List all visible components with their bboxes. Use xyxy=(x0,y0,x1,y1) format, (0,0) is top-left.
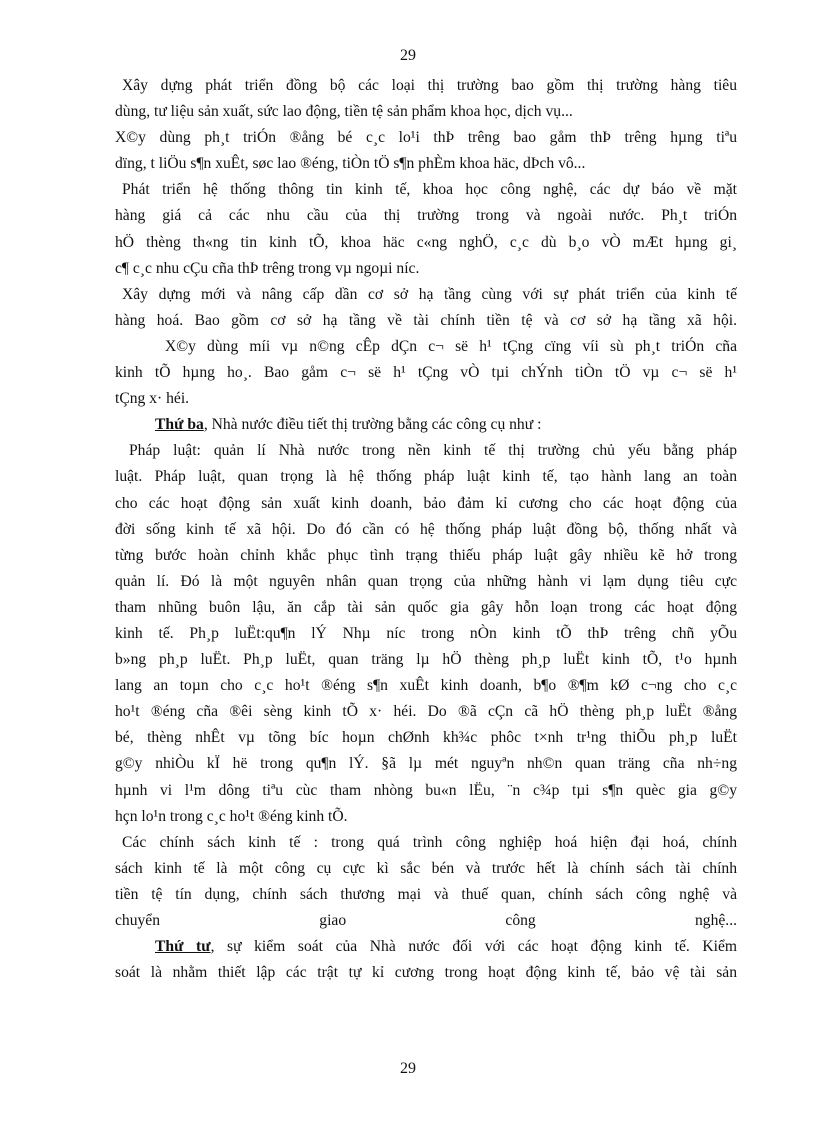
text-line: cho các hoạt động sản xuất kinh doanh, bảo đảm kỉ cương cho các hoạt động của xyxy=(115,494,737,512)
text-line: hàng giá cả các nhu cầu của thị trường trong và ngoài nước. Ph¸t triÓn xyxy=(115,207,737,225)
text-line: Phát triển hệ thống thông tin kinh tế, khoa học công nghệ, các dự báo về mặt xyxy=(122,181,737,199)
page-body xyxy=(115,73,737,986)
text-line: tiền tệ tín dụng, chính sách thương mại và thuế quan, chính sách công nghệ và xyxy=(115,885,737,903)
page-number-top: 29 xyxy=(400,47,416,64)
text-line: sách kinh tế là một công cụ cực kì sắc bén và trước hết là chính sách tài chính xyxy=(115,859,737,877)
text-line: Xây dựng mới và nâng cấp dần cơ sở hạ tầng cùng với sự phát triển của kinh tế xyxy=(122,285,737,303)
text-line: soát là nhằm thiết lập các trật tự kỉ cương trong hoạt động kinh tế, bảo vệ tài sản xyxy=(115,964,737,982)
text-line: dùng, tư liệu sản xuất, sức lao động, tiền tệ sản phẩm khoa học, dịch vụ... xyxy=(115,103,573,121)
text-line: X©y dùng ph¸t triÓn ®ång bé c¸c lo¹i thÞ trêng bao gåm thÞ trêng hµng tiªu xyxy=(115,129,737,147)
text-line: đời sống kinh tế xã hội. Do đó cần có hệ thống pháp luật đồng bộ, thống nhất và xyxy=(115,520,737,538)
text-line: X©y dùng míi vµ n©ng cÊp dÇn c¬ së h¹ tÇng cïng víi sù ph¸t triÓn cña xyxy=(165,337,737,355)
text-line: bé, thèng nhÊt vµ tõng bíc hoµn chØnh kh¾c phôc t×nh tr¹ng thiÕu ph¸p luËt xyxy=(115,729,737,747)
text-line: kinh tÕ hµng ho¸. Bao gåm c¬ së h¹ tÇng vÒ tµi chÝnh tiÒn tÖ vµ c¬ së h¹ xyxy=(115,364,737,382)
text-line: kinh tế. Ph¸p luËt:qu¶n lÝ Nhµ níc trong nÒn kinh tÕ thÞ trêng chñ yÕu xyxy=(115,624,737,642)
section-heading-label: Thứ ba xyxy=(155,416,204,434)
text-line: c¶ c¸c nhu cÇu cña thÞ trêng trong vµ ngoµi níc. xyxy=(115,259,420,277)
page-number-bottom: 29 xyxy=(400,1060,416,1077)
text-line: quản lí. Đó là một nguyên nhân quan trọng của những hành vi lạm dụng tiêu cực xyxy=(115,572,737,590)
section-heading-label: Thứ tư xyxy=(155,938,211,956)
section-heading-text: , sự kiểm soát của Nhà nước đối với các hoạt động kinh tế. Kiểm xyxy=(210,938,737,956)
text-line: Các chính sách kinh tế : trong quá trình công nghiệp hoá hiện đại hoá, chính xyxy=(122,833,737,851)
text-line: Pháp luật: quản lí Nhà nước trong nền kinh tế thị trường chủ yếu bằng pháp xyxy=(129,442,737,460)
text-line: dïng, t liÖu s¶n xuÊt, søc lao ®éng, tiÒn tÖ s¶n phÈm khoa häc, dÞch vô... xyxy=(115,155,586,173)
section-heading-text: , Nhà nước điều tiết thị trường bằng các công cụ như : xyxy=(203,416,542,434)
text-line: tham nhũng buôn lậu, ăn cắp tài sản quốc gia gây hỗn loạn trong các hoạt động xyxy=(115,598,737,616)
text-line: hÖ thèng th«ng tin kinh tÕ, khoa häc c«ng nghÖ, c¸c dù b¸o vÒ mÆt hµng gi¸ xyxy=(115,233,737,251)
text-line: hµnh vi l¹m dông tiªu cùc tham nhòng bu«n lËu, ¨n c¾p tµi s¶n quèc gia g©y xyxy=(115,781,737,799)
text-line: tÇng x· héi. xyxy=(115,390,190,408)
text-line: hçn lo¹n trong c¸c ho¹t ®éng kinh tÕ. xyxy=(115,807,348,825)
text-line: ho¹t ®éng cña ®êi sèng kinh tÕ x· héi. Do ®ã cÇn cã hÖ thèng ph¸p luËt ®ång xyxy=(115,703,737,721)
text-line: luật. Pháp luật, quan trọng là hệ thống pháp luật kinh tế, tạo hành lang an toàn xyxy=(115,468,737,486)
text-line: hàng hoá. Bao gồm cơ sở hạ tầng về tài chính tiền tệ và cơ sở hạ tầng xã hội. xyxy=(115,311,737,329)
section-heading-line xyxy=(115,412,737,438)
text-line: Xây dựng phát triển đồng bộ các loại thị trường bao gồm thị trường hàng tiêu xyxy=(122,77,737,94)
section-heading-line xyxy=(115,934,737,960)
text-line: chuyển giao công nghệ... xyxy=(115,912,737,929)
text-line: g©y nhiÒu kÏ hë trong qu¶n lÝ. §ã lµ mét nguyªn nh©n quan träng cña nh÷ng xyxy=(115,755,737,773)
text-line: b»ng ph¸p luËt. Ph¸p luËt, quan träng lµ hÖ thèng ph¸p luËt kinh tÕ, t¹o hµnh xyxy=(115,651,737,669)
text-line: từng bước hoàn chỉnh khắc phục tình trạng thiếu pháp luật gây nhiều kẽ hở trong xyxy=(115,546,737,564)
text-line: lang an toµn cho c¸c ho¹t ®éng s¶n xuÊt kinh doanh, b¶o ®¶m kØ c¬ng cho c¸c xyxy=(115,677,737,695)
